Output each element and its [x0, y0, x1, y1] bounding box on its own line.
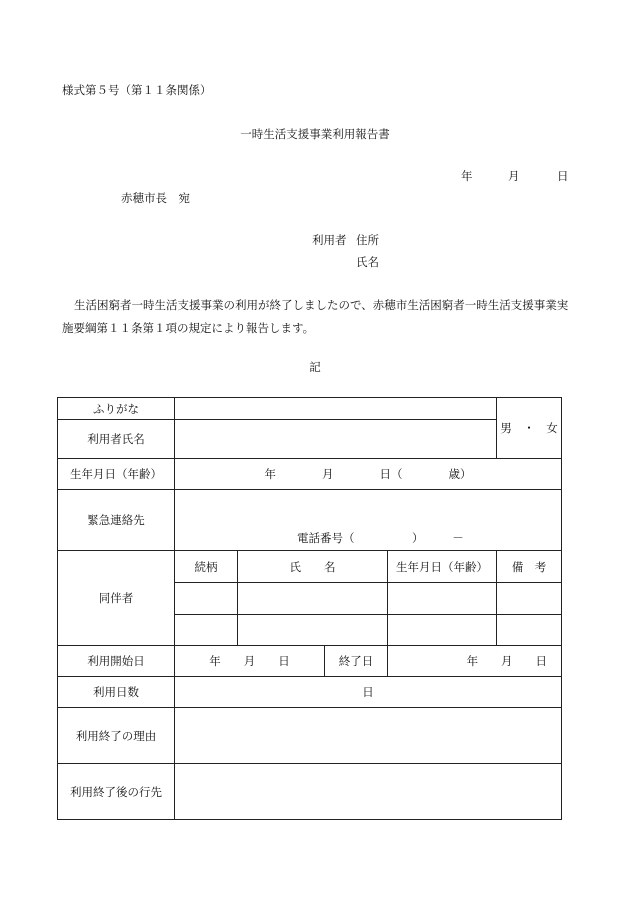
addressee: 赤穂市長 宛: [121, 191, 190, 205]
date-year-label: 年: [461, 169, 473, 183]
companion-remarks-field[interactable]: [497, 583, 562, 615]
furigana-field[interactable]: [175, 398, 497, 420]
emergency-contact-label: 緊急連絡先: [58, 490, 175, 551]
user-name-field[interactable]: [175, 420, 497, 459]
birth-date-field[interactable]: 年 月 日（ 歳）: [175, 459, 562, 490]
companion-name-header: 氏 名: [238, 551, 388, 583]
companion-relation-header: 続柄: [175, 551, 238, 583]
emergency-contact-field[interactable]: [175, 490, 562, 551]
body-text: 生活困窮者一時生活支援事業の利用が終了しましたので、赤穂市生活困窮者一時生活支援事業実施要綱第１１条第１項の規定により報告します。: [62, 298, 569, 335]
companion-remarks-header: 備 考: [497, 551, 562, 583]
companion-relation-field[interactable]: [175, 583, 238, 615]
form-number: 様式第５号（第１１条関係）: [62, 83, 212, 97]
furigana-label: ふりがな: [58, 398, 175, 420]
start-date-field[interactable]: 年 月 日: [175, 646, 325, 677]
usage-days-label: 利用日数: [58, 677, 175, 708]
companion-birth-header: 生年月日（年齢）: [388, 551, 497, 583]
date-month-label: 月: [508, 169, 520, 183]
destination-field[interactable]: [175, 764, 562, 820]
name-label: 氏名: [356, 255, 379, 269]
companion-label: 同伴者: [58, 551, 175, 646]
companion-birth-field[interactable]: [388, 615, 497, 646]
phone-number-label: 電話番号（ ） －: [297, 531, 464, 545]
start-date-label: 利用開始日: [58, 646, 175, 677]
destination-label: 利用終了後の行先: [58, 764, 175, 820]
address-label: 住所: [356, 233, 379, 247]
report-form-table: [57, 397, 562, 820]
usage-days-field[interactable]: 日: [175, 677, 562, 708]
companion-relation-field[interactable]: [175, 615, 238, 646]
companion-birth-field[interactable]: [388, 583, 497, 615]
user-name-label: 利用者氏名: [58, 420, 175, 459]
companion-name-field[interactable]: [238, 583, 388, 615]
end-reason-field[interactable]: [175, 708, 562, 764]
companion-remarks-field[interactable]: [497, 615, 562, 646]
reporter-label: 利用者: [312, 233, 347, 247]
date-day-label: 日: [557, 169, 569, 183]
gender-field[interactable]: 男 ・ 女: [497, 398, 562, 459]
ki-heading: 記: [309, 360, 321, 374]
end-date-label: 終了日: [325, 646, 388, 677]
document-title: 一時生活支援事業利用報告書: [240, 127, 390, 141]
companion-name-field[interactable]: [238, 615, 388, 646]
birth-date-label: 生年月日（年齢）: [58, 459, 175, 490]
end-date-field[interactable]: 年 月 日: [388, 646, 562, 677]
end-reason-label: 利用終了の理由: [58, 708, 175, 764]
